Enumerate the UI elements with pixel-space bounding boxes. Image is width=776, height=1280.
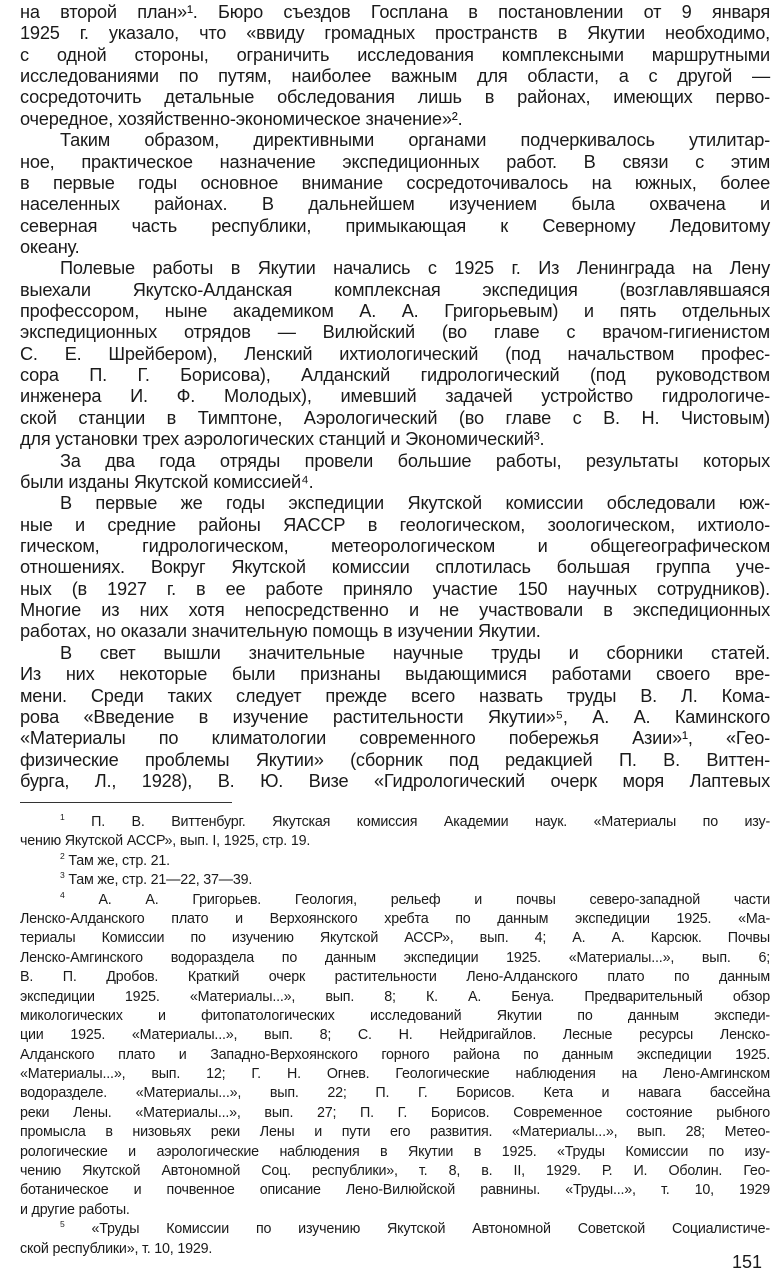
text-line: физические проблемы Якутии» (сборник под редакцией П. В. Виттен- (20, 749, 770, 770)
text-line: Из них некоторые были признаны выдающимися работами своего вре- (20, 664, 770, 685)
footnote-text: Там же, стр. 21—22, 37—39. (68, 872, 253, 889)
text-line: отношениях. Вокруг Якутской комиссии сплотилась большая группа уче- (20, 557, 770, 578)
footnote (20, 813, 770, 852)
footnote-line: рологические и аэрологические наблюдения в Якутии в 1925. «Труды Комиссии по изу- (20, 1143, 770, 1160)
text-line: сора П. Г. Борисова), Алданский гидрологический (под руководством (20, 365, 770, 386)
paragraph (20, 130, 770, 258)
footnote-marker: 1 (60, 812, 65, 823)
footnote-line: промысла в низовьях реки Лены и пути его развития. «Материалы...», вып. 28; Метео- (20, 1124, 770, 1141)
footnote-line: Ленско-Алданского плато и Верхоянского хребта по данным экспедиции 1925. «Ма- (20, 910, 770, 927)
text-line: выехали Якутско-Алданская комплексная экспедиция (возглавлявшаяся (20, 279, 770, 300)
text-line: инженера И. Ф. Молодых), имевший задачей устройство гидрологиче- (20, 386, 770, 407)
text-line: рова «Введение в изучение растительности Якутии»⁵, А. А. Каминского (20, 706, 770, 727)
footnote (20, 891, 770, 1221)
footnote-line (20, 852, 770, 871)
text-line: ные и средние районы ЯАССР в геологическом, зоологическом, ихтиоло- (20, 514, 770, 535)
footnote-line: В. П. Дробов. Краткий очерк растительности Лено-Алданского плато по данным (20, 969, 770, 986)
text-line: экспедиционных отрядов — Вилюйский (во главе с врачом-гигиенистом (20, 322, 770, 343)
footnote-line (20, 871, 770, 890)
text-line: С. Е. Шрейбером), Ленский ихтиологический (под начальством профес- (20, 343, 770, 364)
text-line: населенных районах. В дальнейшем изучением была охвачена и (20, 194, 770, 215)
text-line: «Материалы по климатологии современного побережья Азии»¹, «Гео- (20, 728, 770, 749)
text-line: профессором, ныне академиком А. А. Григорьевым) и пять отдельных (20, 301, 770, 322)
footnote-line: «Материалы...», вып. 12; Г. Н. Огнев. Геологические наблюдения на Лено-Амгинском (20, 1066, 770, 1083)
page-number: 151 (731, 1252, 762, 1272)
text-line: сосредоточить детальные обследования лишь в районах, имеющих перво- (20, 87, 770, 108)
footnote-marker: 4 (60, 889, 65, 900)
footnote-divider (20, 802, 232, 803)
text-line: были изданы Якутской комиссией⁴. (20, 471, 314, 492)
text-line: гическом, гидрологическом, метеорологическом и общегеографическом (20, 535, 770, 556)
footnote-line (20, 891, 770, 910)
text-line: работах, но оказали значительную помощь в изучении Якутии. (20, 621, 541, 642)
footnote-marker: 3 (60, 870, 65, 881)
footnote-line: Алданского плато и Западно-Верхоянского горного района по данным экспедиции 1925. (20, 1046, 770, 1063)
text-line: ное, практическое назначение экспедиционных работ. В связи с этим (20, 151, 770, 172)
text-line: в первые годы основное внимание сосредоточивалось на южных, более (20, 172, 770, 193)
text-line: северная часть республики, примыкающая к Северному Ледовитому (20, 215, 770, 236)
paragraph (20, 451, 770, 494)
footnote-line (20, 813, 770, 832)
footnote-line: водоразделе. «Материалы...», вып. 22; П. Г. Борисов. Кета и навага бассейна (20, 1085, 770, 1102)
footnote-marker: 5 (60, 1219, 65, 1230)
footnote-line: ции 1925. «Материалы...», вып. 8; С. Н. Нейдригайлов. Лесные ресурсы Ленско- (20, 1027, 770, 1044)
text-line: ных (в 1927 г. в ее работе приняло участие 150 научных сотрудников). (20, 578, 770, 599)
footnote (20, 871, 770, 890)
paragraph (20, 2, 770, 130)
text-line: для установки трех аэрологических станций и Экономический³. (20, 429, 545, 450)
footnote-line: териалы Комиссии по изучению Якутской АССР», вып. 4; А. А. Карсюк. Почвы (20, 930, 770, 947)
footnote-line (20, 1220, 770, 1239)
footnote-line: и другие работы. (20, 1201, 130, 1218)
footnote-line: экспедиции 1925. «Материалы...», вып. 8; К. А. Бенуа. Предварительный обзор (20, 988, 770, 1005)
text-line: ской станции в Тимптоне, Аэрологический (во главе с В. Н. Чистовым) (20, 407, 770, 428)
text-line: 1925 г. указало, что «ввиду громадных пространств в Якутии необходимо, (20, 23, 770, 44)
text-line: мени. Среди таких следует прежде всего назвать труды В. Л. Кома- (20, 685, 770, 706)
footnote-line: Ленско-Амгинского водораздела по данным экспедиции 1925. «Материалы...», вып. 6; (20, 949, 770, 966)
text-line: За два года отряды провели большие работы, результаты которых (60, 450, 770, 471)
footnote-line: реки Лены. «Материалы...», вып. 27; П. Г. Борисов. Современное состояние рыбного (20, 1104, 770, 1121)
footnote-text: «Труды Комиссии по изучению Якутской Автономной Советской Социалистиче- (91, 1221, 770, 1238)
text-line: бурга, Л., 1928), В. Ю. Визе «Гидрологический очерк моря Лаптевых (20, 770, 770, 791)
text-line: на второй план»¹. Бюро съездов Госплана в постановлении от 9 января (20, 2, 770, 22)
footnote-line: ской республики», т. 10, 1929. (20, 1240, 213, 1257)
text-line: океану. (20, 236, 80, 257)
text-line: Многие из них хотя непосредственно и не участвовали в экспедиционных (20, 600, 770, 621)
text-line: исследованиями по путям, наиболее важным для области, а с другой — (20, 66, 770, 87)
text-line: В первые же годы экспедиции Якутской комиссии обследовали юж- (60, 493, 770, 514)
footnote-text: А. А. Григорьев. Геология, рельеф и почвы северо-западной части (98, 891, 770, 908)
footnote-line: чению Якутской Автономной Соц. республики», т. 8, в. II, 1929. Р. И. Оболин. Гео- (20, 1163, 770, 1180)
footnotes (20, 813, 770, 1259)
text-line: Таким образом, директивными органами подчеркивалось утилитар- (60, 130, 770, 151)
footnote-text: П. В. Виттенбург. Якутская комиссия Академии наук. «Материалы по изу- (91, 814, 771, 830)
paragraph (20, 258, 770, 450)
text-line: очередное, хозяйственно-экономическое значение»². (20, 108, 463, 129)
footnote (20, 1220, 770, 1259)
text-line: с одной стороны, ограничить исследования комплексными маршрутными (20, 44, 770, 65)
footnote-text: Там же, стр. 21. (68, 852, 170, 869)
text-line: Полевые работы в Якутии начались с 1925 г. Из Ленинграда на Лену (60, 258, 770, 279)
paragraph (20, 643, 770, 793)
body-text (20, 2, 770, 792)
text-line: В свет вышли значительные научные труды и сборники статей. (60, 642, 770, 663)
footnote-line: микологических и фитопатологических исследований Якутии по данным экспеди- (20, 1007, 770, 1024)
footnote (20, 852, 770, 871)
paragraph (20, 493, 770, 643)
footnote-line: чению Якутской АССР», вып. I, 1925, стр. 19. (20, 833, 311, 850)
footnote-line: ботаническое и почвенное описание Лено-Вилюйской равнины. «Труды...», т. 10, 1929 (20, 1182, 770, 1199)
footnote-marker: 2 (60, 851, 65, 862)
